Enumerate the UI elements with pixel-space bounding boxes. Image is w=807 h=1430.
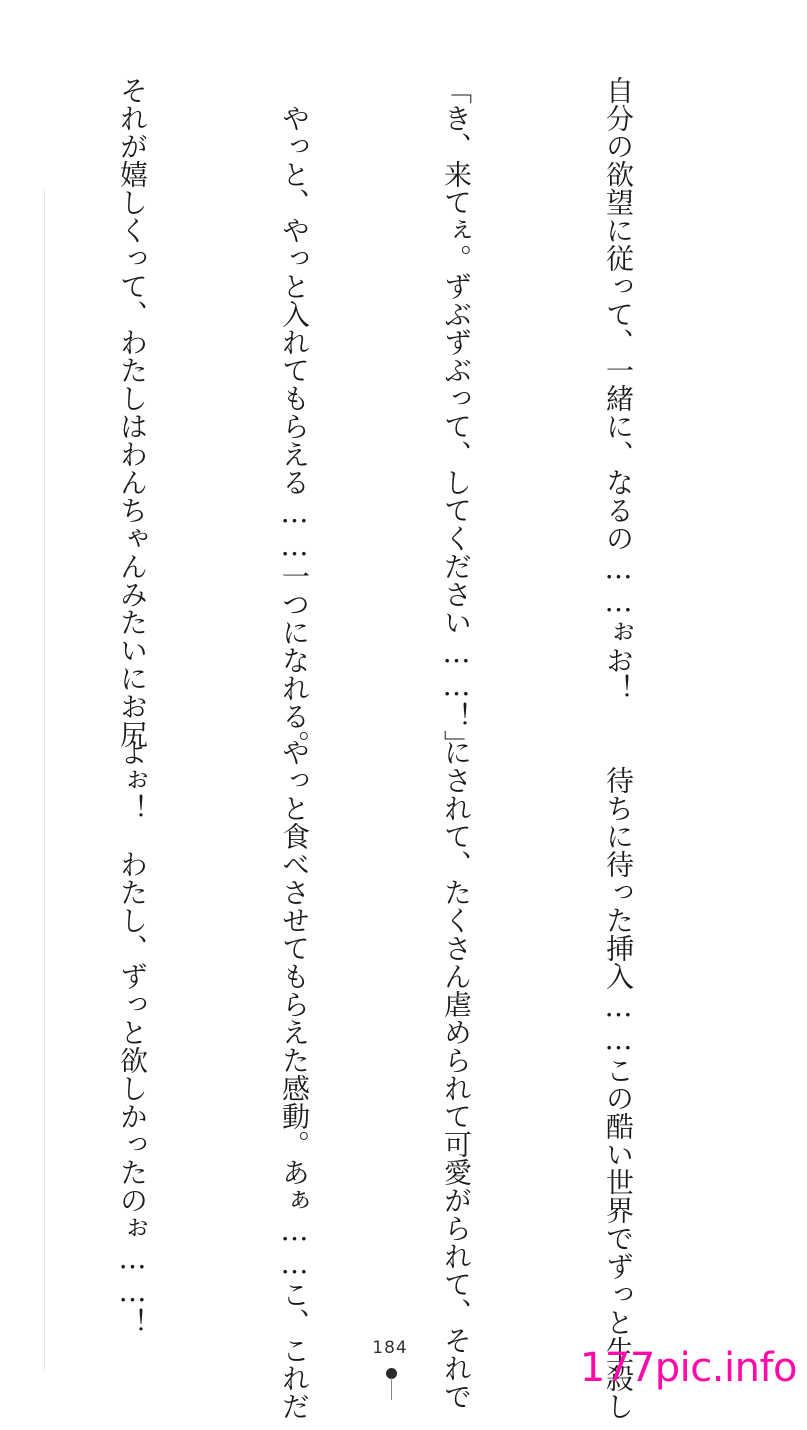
page-number: 184 [372, 1338, 408, 1358]
text-column: よぉ！ わたし、ずっと欲しかったのぉ……！ [116, 738, 149, 1336]
text-column: やっと、やっと入れてもらえる……一つになれる。 [278, 76, 311, 758]
page-marker-line [391, 1378, 392, 1400]
text-column: 「き、来てぇ。ずぶずぶって、してください……！」 [440, 76, 473, 758]
text-column: やっと食べさせてもらえた感動。あぁ……こ、これだ [278, 738, 311, 1420]
text-column: にされて、たくさん虐められて可愛がられて、それで [440, 738, 473, 1410]
site-watermark: 177pic.info [579, 1345, 797, 1391]
text-column: それが嬉しくって、わたしはわんちゃんみたいにお尻 [116, 76, 149, 748]
text-column: 待ちに待った挿入……この酷い世界でずっと生殺し [602, 738, 635, 1420]
text-column: 自分の欲望に従って、一緒に、なるの……ぉお！ [602, 76, 635, 702]
text-block-top [53, 76, 753, 758]
